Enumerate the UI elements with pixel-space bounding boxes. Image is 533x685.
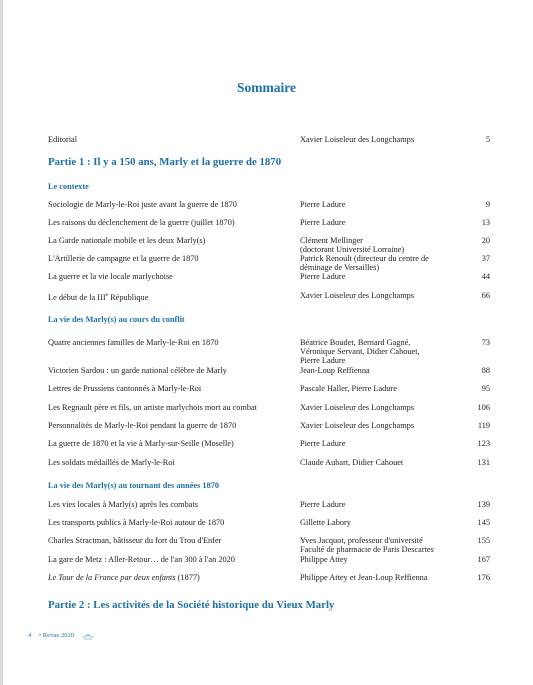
entry-title: Les vies locales à Marly(s) après les combats — [48, 500, 198, 509]
author-line: Clément Mellinger — [300, 236, 363, 245]
entry-author: Xavier Loiseleur des Longchamps — [300, 291, 415, 300]
entry-title: Victorien Sardou : un garde national célèbre de Marly — [48, 366, 227, 375]
author-line: Patrick Renoult (directeur du centre de — [300, 254, 429, 263]
toc-entry — [48, 403, 490, 415]
entry-title: La guerre de 1870 et la vie à Marly-sur-Seille (Moselle) — [48, 439, 234, 448]
toc-entry — [48, 518, 490, 530]
section-heading-cours-du-conflit: La vie des Marly(s) au cours du conflit — [48, 315, 185, 324]
entry-author: Pierre Ladure — [300, 439, 346, 448]
entry-page: 13 — [481, 218, 490, 227]
page-title: Sommaire — [237, 80, 296, 95]
toc-entry — [48, 218, 490, 230]
toc-entry — [48, 500, 490, 512]
entry-author: Pierre Ladure — [300, 218, 346, 227]
society-logo-icon — [82, 631, 94, 640]
toc-entry — [48, 291, 490, 303]
entry-author: Xavier Loiseleur des Longchamps — [300, 403, 415, 412]
author-line: Faculté de pharmacie de Paris Descartes — [300, 545, 434, 554]
toc-entry — [48, 555, 490, 567]
toc-entry — [48, 384, 490, 396]
entry-page: 73 — [481, 338, 490, 347]
toc-entry — [48, 236, 490, 254]
entry-author: Philippe Attey et Jean-Loup Reffienna — [300, 573, 428, 582]
footer-page-number: 4 — [28, 631, 32, 639]
entry-page: 155 — [477, 536, 490, 545]
entry-title: Lettres de Prussiens cantonnés à Marly-le-Roi — [48, 384, 202, 393]
entry-page: 123 — [477, 439, 490, 448]
entry-title: L'Artillerie de campagne et la guerre de 1870 — [48, 254, 199, 263]
author-line: déminage de Versailles) — [300, 263, 380, 272]
entry-author: Xavier Loiseleur des Longchamps — [300, 135, 415, 144]
toc-entry — [48, 439, 490, 451]
entry-title: Les Regnault père et fils, un artiste marlychois mort au combat — [48, 403, 257, 412]
entry-title: Charles Stractman, bâtisseur du fort du Trou d'Enfer — [48, 536, 222, 545]
entry-author: Gillette Labory — [300, 518, 351, 527]
entry-title: Personnalités de Marly-le-Roi pendant la guerre de 1870 — [48, 421, 237, 430]
entry-page: 106 — [477, 403, 490, 412]
entry-author: Jean-Loup Reffienna — [300, 366, 370, 375]
part-2-heading: Partie 2 : Les activités de la Société historique du Vieux Marly — [48, 599, 335, 611]
entry-page: 139 — [477, 500, 490, 509]
entry-author: Xavier Loiseleur des Longchamps — [300, 421, 415, 430]
entry-page: 44 — [481, 272, 490, 281]
entry-page: 167 — [477, 555, 490, 564]
entry-author — [300, 236, 470, 254]
toc-entry — [48, 200, 490, 212]
entry-author — [300, 536, 470, 554]
toc-entry — [48, 458, 490, 470]
entry-author: Philippe Attey — [300, 555, 348, 564]
entry-page: 5 — [485, 135, 490, 144]
entry-author: Pierre Ladure — [300, 200, 346, 209]
author-line: Yves Jacquot, professeur d'université — [300, 536, 423, 545]
entry-author — [300, 254, 470, 272]
entry-title: Quatre anciennes familles de Marly-le-Roi en 1870 — [48, 338, 219, 347]
toc-entry — [48, 272, 490, 284]
author-line: (doctorant Université Lorraine) — [300, 245, 405, 254]
toc-entry — [48, 338, 490, 365]
entry-title: Sociologie de Marly-le-Roi juste avant la guerre de 1870 — [48, 200, 237, 209]
entry-page: 37 — [481, 254, 490, 263]
page-footer — [28, 631, 94, 640]
entry-title: La gare de Metz : Aller-Retour… de l'an 300 à l'an 2020 — [48, 555, 235, 564]
entry-page: 119 — [477, 421, 490, 430]
entry-author: Claude Aubart, Didier Cahouet — [300, 458, 404, 467]
toc-entry — [48, 536, 490, 554]
entry-title: La guerre et la vie locale marlychoise — [48, 272, 173, 281]
entry-page: 66 — [481, 291, 490, 300]
author-line: Pierre Ladure — [300, 356, 346, 365]
entry-page: 20 — [481, 236, 490, 245]
entry-author: Pascale Haller, Pierre Ladure — [300, 384, 397, 393]
page-edge — [0, 0, 3, 685]
entry-page: 145 — [477, 518, 490, 527]
toc-entry — [48, 573, 490, 585]
entry-author — [300, 338, 470, 365]
entry-title: Les transports publics à Marly-le-Roi autour de 1870 — [48, 518, 225, 527]
author-line: Béatrice Boudet, Bernard Gagné, — [300, 338, 411, 347]
entry-title: Editorial — [48, 135, 78, 144]
entry-author: Pierre Ladure — [300, 500, 346, 509]
entry-title: Le début de la IIIe République — [48, 292, 149, 302]
entry-title: Le Tour de la France par deux enfants (1877) — [48, 573, 200, 582]
entry-page: 176 — [477, 573, 490, 582]
author-line: Véronique Servant, Didier Cahouet, — [300, 347, 420, 356]
entry-title: Les soldats médaillés de Marly-le-Roi — [48, 458, 175, 467]
entry-title: Les raisons du déclenchement de la guerre (juillet 1870) — [48, 218, 235, 227]
section-heading-le-contexte: Le contexte — [48, 182, 89, 191]
toc-entry-editorial — [48, 135, 490, 147]
entry-page: 88 — [481, 366, 490, 375]
entry-page: 131 — [477, 458, 490, 467]
part-1-heading: Partie 1 : Il y a 150 ans, Marly et la guerre de 1870 — [48, 156, 282, 168]
entry-title: La Garde nationale mobile et les deux Marly(s) — [48, 236, 206, 245]
toc-entry — [48, 421, 490, 433]
entry-author: Pierre Ladure — [300, 272, 346, 281]
footer-label: • Revue 2020 — [38, 631, 75, 639]
section-heading-tournant: La vie des Marly(s) au tournant des années 1870 — [48, 481, 220, 490]
entry-page: 9 — [485, 200, 490, 209]
toc-entry — [48, 366, 490, 378]
toc-entry — [48, 254, 490, 272]
entry-page: 95 — [481, 384, 490, 393]
